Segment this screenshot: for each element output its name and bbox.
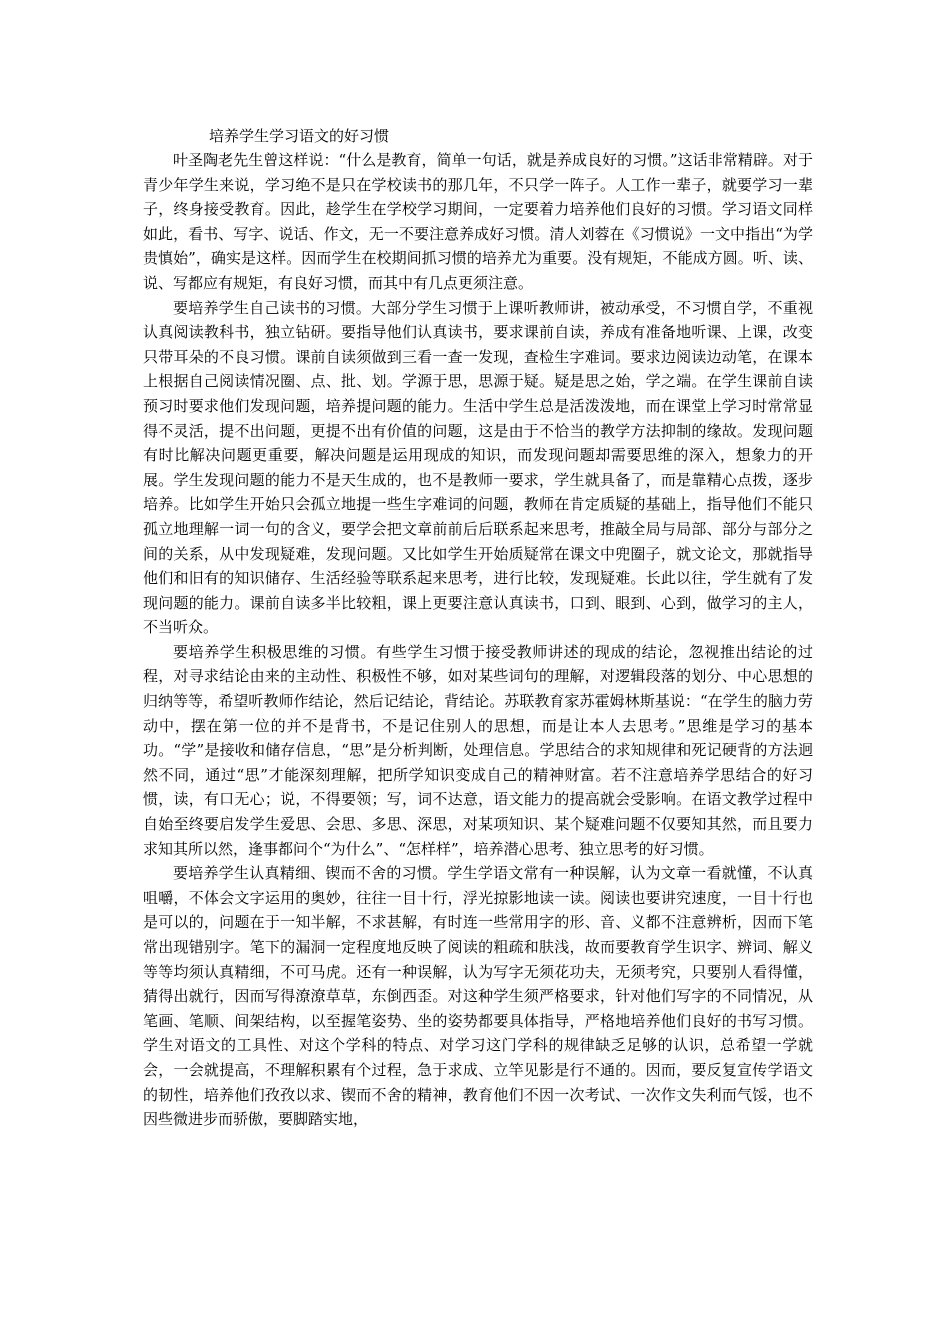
document-title: 培养学生学习语文的好习惯 (209, 127, 390, 145)
paragraph-3: 要培养学生积极思维的习惯。有些学生习惯于接受教师讲述的现成的结论，忽视推出结论的过程，对寻求结论由来的主动性、积极性不够，如对某些词句的理解，对逻辑段落的划分、中心思想的归纳等等，希望听教师作结论，然后记结论，背结论。苏联教育家苏霍姆林斯基说：“在学生的脑力劳动中，摆在第一位的并不是背书，不是记住别人的思想，而是让本人去思考。”思维是学习的基本功。“学”是接收和储存信息，“思”是分析判断，处理信息。学思结合的求知规律和死记硬背的方法迥然不同，通过“思”才能深刻理解，把所学知识变成自己的精神财富。若不注意培养学思结合的好习惯，读，有口无心；说，不得要领；写，词不达意，语文能力的提高就会受影响。在语文教学过程中自始至终要启发学生爱思、会思、多思、深思，对某项知识、某个疑难问题不仅要知其然，而且要力求知其所以然，逢事都问个“为什么”、“怎样样”，培养潜心思考、独立思考的好习惯。 (143, 642, 813, 858)
paragraph-2: 要培养学生自己读书的习惯。大部分学生习惯于上课听教师讲，被动承受，不习惯自学，不重视认真阅读教科书，独立钻研。要指导他们认真读书，要求课前自读，养成有准备地听课、上课，改变只带耳朵的不良习惯。课前自读须做到三看一查一发现，查检生字难词。要求边阅读边动笔，在课本上根据自己阅读情况圈、点、批、划。学源于思，思源于疑。疑是思之始，学之端。在学生课前自读预习时要求他们发现问题，培养提问题的能力。生活中学生总是活泼泼地，而在课堂上学习时常常显得不灵活，提不出问题，更提不出有价值的问题，这是由于不恰当的教学方法抑制的缘故。发现问题有时比解决问题更重要，解决问题是运用现成的知识，而发现问题却需要思维的深入，想象力的开展。学生发现问题的能力不是天生成的，也不是教师一要求，学生就具备了，而是靠精心点拨，逐步培养。比如学生开始只会孤立地提一些生字难词的问题，教师在肯定质疑的基础上，指导他们不能只孤立地理解一词一句的含义，要学会把文章前前后后联系起来思考，推敲全局与局部、部分与部分之间的关系，从中发现疑难，发现问题。又比如学生开始质疑常在课文中兜圈子，就文论文，那就指导他们和旧有的知识储存、生活经验等联系起来思考，进行比较，发现疑难。长此以往，学生就有了发现问题的能力。课前自读多半比较粗，课上更要注意认真读书，口到、眼到、心到，做学习的主人，不当听众。 (143, 298, 813, 637)
document-body (143, 124, 813, 1132)
paragraph-4: 要培养学生认真精细、锲而不舍的习惯。学生学语文常有一种误解，认为文章一看就懂，不认真咀嚼，不体会文字运用的奥妙，往往一目十行，浮光掠影地读一读。阅读也要讲究速度，一目十行也是可以的，问题在于一知半解，不求甚解，有时连一些常用字的形、音、义都不注意辨析，因而下笔常出现错别字。笔下的漏洞一定程度地反映了阅读的粗疏和肤浅，故而要教育学生识字、辨词、解义等等均须认真精细，不可马虎。还有一种误解，认为写字无须花功夫，无须考究，只要别人看得懂，猜得出就行，因而写得潦潦草草，东倒西歪。对这种学生须严格要求，针对他们写字的不同情况，从笔画、笔顺、间架结构，以至握笔姿势、坐的姿势都要具体指导，严格地培养他们良好的书写习惯。学生对语文的工具性、对这个学科的特点、对学习这门学科的规律缺乏足够的认识，总希望一学就会，一会就提高，不理解积累有个过程，急于求成、立竿见影是行不通的。因而，要反复宣传学语文的韧性，培养他们孜孜以求、锲而不舍的精神，教育他们不因一次考试、一次作文失利而气馁，也不因些微进步而骄傲，要脚踏实地， (143, 864, 813, 1129)
paragraph-1: 叶圣陶老先生曾这样说：“什么是教育，简单一句话，就是养成良好的习惯。”这话非常精辟。对于青少年学生来说，学习绝不是只在学校读书的那几年，不只学一阵子。人工作一辈子，就要学习一辈子，终身接受教育。因此，趁学生在学校学习期间，一定要着力培养他们良好的习惯。学习语文同样如此，看书、写字、说话、作文，无一不要注意养成好习惯。清人刘蓉在《习惯说》一文中指出“为学贵慎始”，确实是这样。因而学生在校期间抓习惯的培养尤为重要。没有规矩，不能成方圆。听、读、说、写都应有规矩，有良好习惯，而其中有几点更须注意。 (143, 151, 813, 292)
